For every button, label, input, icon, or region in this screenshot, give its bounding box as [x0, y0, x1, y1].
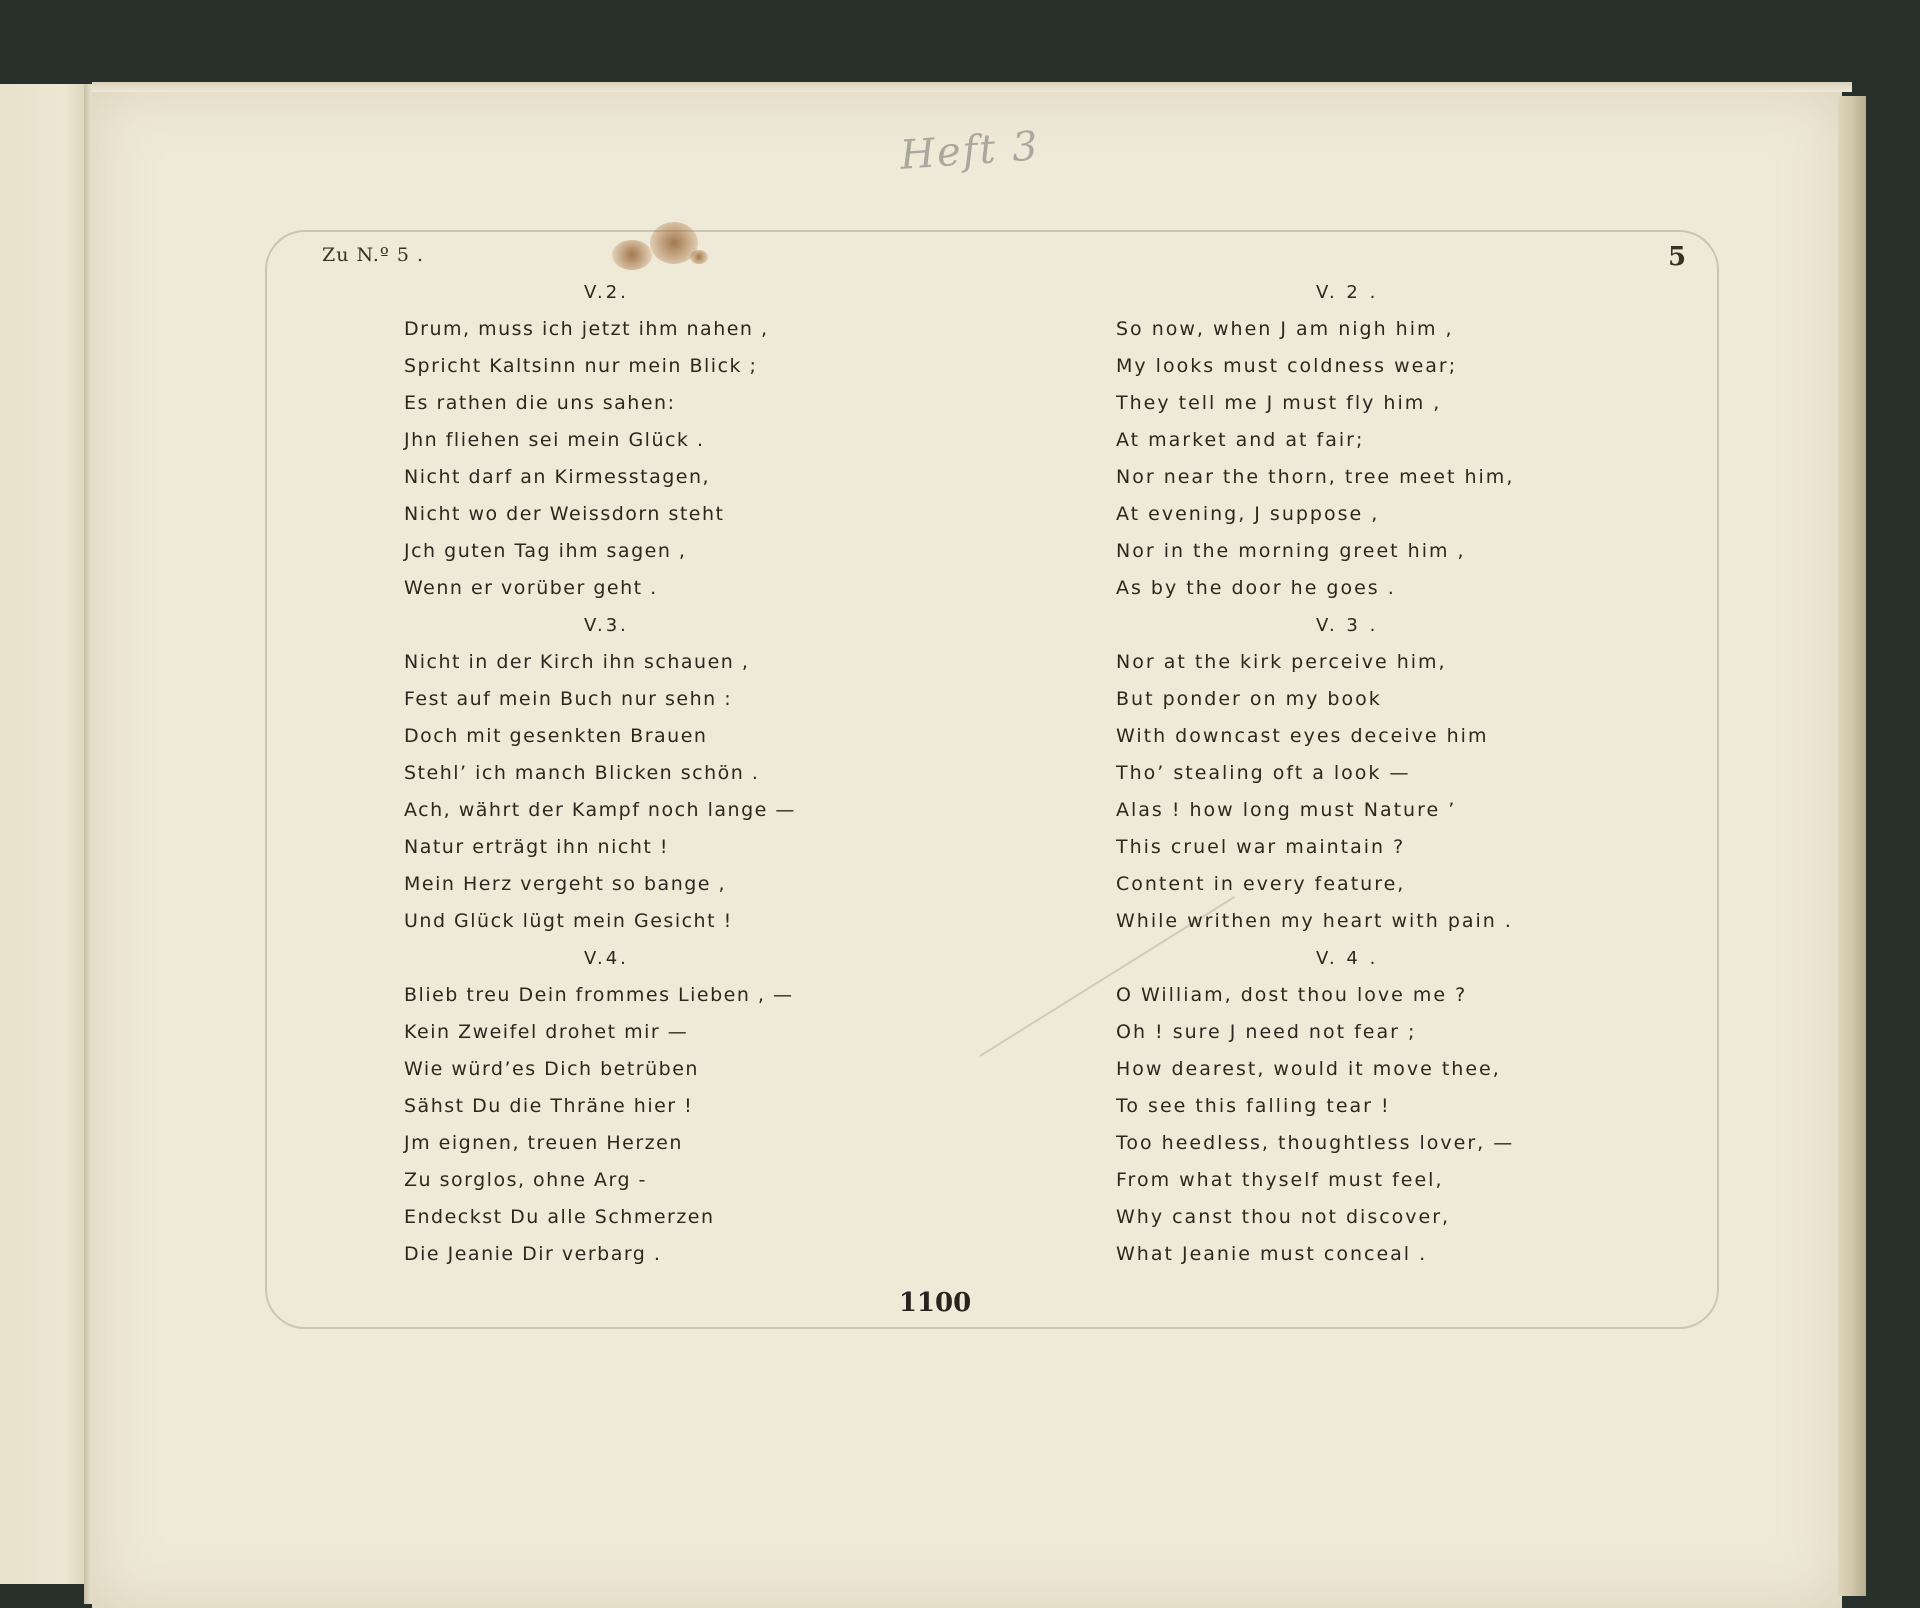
- verse-line: Nicht in der Kirch ihn schauen ,: [404, 651, 750, 673]
- verse-line: O William, dost thou love me ?: [1116, 984, 1468, 1006]
- verse-line: Jm eignen, treuen Herzen: [404, 1132, 683, 1154]
- stanza-heading: V. 3 .: [1316, 615, 1379, 636]
- foxing-stain: [690, 250, 708, 264]
- stanza-heading: V.4.: [584, 948, 629, 969]
- plate-number: 1100: [898, 1288, 972, 1318]
- verse-line: Tho’ stealing oft a look —: [1116, 762, 1411, 784]
- verse-line: Natur erträgt ihn nicht !: [404, 836, 669, 858]
- verse-line: At evening, J suppose ,: [1116, 503, 1380, 525]
- verse-line: Die Jeanie Dir verbarg .: [404, 1243, 662, 1265]
- stanza-heading: V.2.: [584, 282, 629, 303]
- verse-line: Too heedless, thoughtless lover, —: [1116, 1132, 1515, 1154]
- verse-line: As by the door he goes .: [1116, 577, 1396, 599]
- verse-line: Oh ! sure J need not fear ;: [1116, 1021, 1417, 1043]
- verse-line: Nor in the morning greet him ,: [1116, 540, 1466, 562]
- verse-line: With downcast eyes deceive him: [1116, 725, 1489, 747]
- verse-line: Spricht Kaltsinn nur mein Blick ;: [404, 355, 758, 377]
- page-top-edge: [92, 82, 1852, 92]
- stanza-heading: V. 4 .: [1316, 948, 1379, 969]
- verse-line: Doch mit gesenkten Brauen: [404, 725, 708, 747]
- verse-line: Mein Herz vergeht so bange ,: [404, 873, 727, 895]
- verse-line: This cruel war maintain ?: [1116, 836, 1406, 858]
- verse-line: Blieb treu Dein frommes Lieben , —: [404, 984, 794, 1006]
- verse-line: Kein Zweifel drohet mir —: [404, 1021, 689, 1043]
- verse-line: They tell me J must fly him ,: [1116, 392, 1442, 414]
- verse-line: To see this falling tear !: [1116, 1095, 1391, 1117]
- verse-line: At market and at fair;: [1116, 429, 1365, 451]
- verse-line: Und Glück lügt mein Gesicht !: [404, 910, 733, 932]
- verse-line: While writhen my heart with pain .: [1116, 910, 1513, 932]
- verse-line: Es rathen die uns sahen:: [404, 392, 676, 414]
- verse-line: Jch guten Tag ihm sagen ,: [404, 540, 687, 562]
- verse-line: My looks must coldness wear;: [1116, 355, 1458, 377]
- verse-line: How dearest, would it move thee,: [1116, 1058, 1501, 1080]
- stanza-heading: V. 2 .: [1316, 282, 1379, 303]
- english-text-column: [1116, 274, 1676, 1273]
- verse-line: Wie würd’es Dich betrüben: [404, 1058, 699, 1080]
- verse-line: Zu sorglos, ohne Arg -: [404, 1169, 647, 1191]
- page-number: 5: [1668, 242, 1688, 272]
- verse-line: Ach, währt der Kampf noch lange —: [404, 799, 796, 821]
- verse-line: Nicht wo der Weissdorn steht: [404, 503, 725, 525]
- verse-line: Wenn er vorüber geht .: [404, 577, 658, 599]
- stanza-heading: V.3.: [584, 615, 629, 636]
- verse-line: But ponder on my book: [1116, 688, 1382, 710]
- verse-line: Stehl’ ich manch Blicken schön .: [404, 762, 760, 784]
- verse-line: Why canst thou not discover,: [1116, 1206, 1451, 1228]
- foxing-stain: [612, 240, 652, 270]
- verse-line: Nor at the kirk perceive him,: [1116, 651, 1447, 673]
- page-header-left: Zu N.º 5 .: [322, 244, 425, 266]
- verse-line: From what thyself must feel,: [1116, 1169, 1444, 1191]
- verse-line: Content in every feature,: [1116, 873, 1406, 895]
- verse-line: Jhn fliehen sei mein Glück .: [404, 429, 705, 451]
- verse-line: What Jeanie must conceal .: [1116, 1243, 1428, 1265]
- verse-line: Nor near the thorn, tree meet him,: [1116, 466, 1515, 488]
- pencil-annotation: Heft 3: [898, 123, 1042, 179]
- verse-line: Alas ! how long must Nature ’: [1116, 799, 1457, 821]
- verse-line: Nicht darf an Kirmesstagen,: [404, 466, 711, 488]
- verse-line: Sähst Du die Thräne hier !: [404, 1095, 694, 1117]
- facing-page: [0, 84, 92, 1584]
- verse-line: Endeckst Du alle Schmerzen: [404, 1206, 715, 1228]
- page-stack-edge: [1838, 96, 1866, 1596]
- verse-line: So now, when J am nigh him ,: [1116, 318, 1454, 340]
- german-text-column: [404, 274, 964, 1273]
- verse-line: Fest auf mein Buch nur sehn :: [404, 688, 733, 710]
- verse-line: Drum, muss ich jetzt ihm nahen ,: [404, 318, 769, 340]
